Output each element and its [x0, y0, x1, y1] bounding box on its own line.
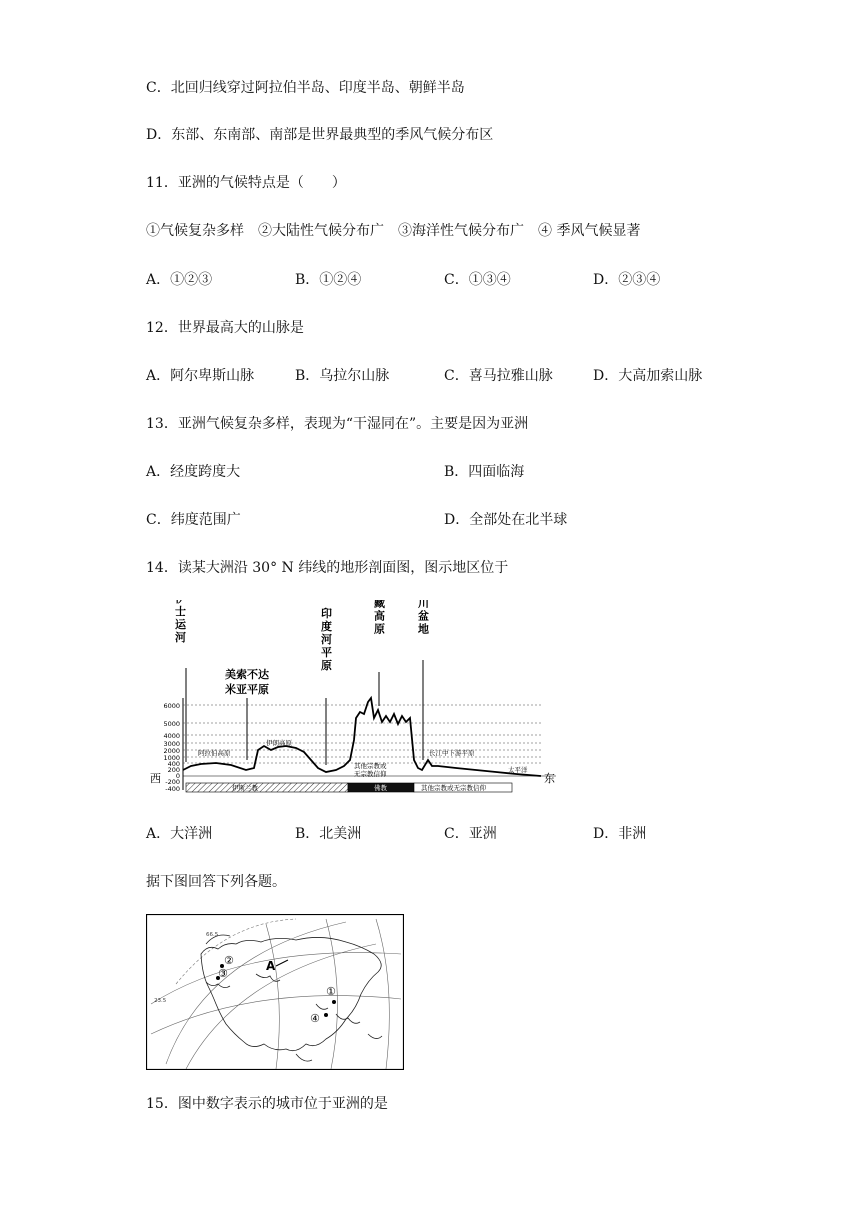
asia-map-svg: [146, 914, 404, 1070]
map-frame: [147, 915, 404, 1070]
q12-option-a: A．阿尔卑斯山脉: [146, 368, 255, 384]
religion-islam-label: 伊斯兰教: [232, 784, 258, 792]
tick-minus200: -200: [165, 778, 180, 786]
label-arab-plateau: 阿拉伯高原: [198, 749, 231, 757]
q10-option-d: D．东部、东南部、南部是世界最典型的季风气候分布区: [146, 127, 494, 143]
label-sichuan: 四川盆地: [416, 600, 430, 636]
label-east: 东: [544, 772, 555, 785]
label-iran-plateau: 伊朗高原: [266, 739, 292, 747]
q14-option-d: D．非洲: [593, 826, 647, 842]
q12-option-d: D．大高加索山脉: [593, 368, 703, 384]
q13-option-a: A．经度跨度大: [146, 464, 241, 480]
city-marker-3: ③: [218, 967, 228, 980]
q15-stem: 15．图中数字表示的城市位于亚洲的是: [146, 1096, 388, 1112]
q11-option-b: B．①②④: [295, 272, 362, 288]
q11-option-c: C．①③④: [444, 272, 511, 288]
religion-other-label: 其他宗教或无宗教信仰: [421, 784, 486, 792]
label-pacific: 太平洋: [508, 766, 528, 774]
city-dot-4: [324, 1013, 328, 1017]
asia-map-figure: [146, 914, 404, 1070]
label-mesopotamia-2: 米亚平原: [225, 683, 269, 696]
tick-0: 0: [175, 772, 180, 780]
tick-3000: 3000: [163, 740, 180, 748]
q11-option-a: A．①②③: [146, 272, 213, 288]
lat-label-arctic: 66.5: [206, 932, 219, 938]
lat-label-tropic: 23.5: [154, 998, 167, 1004]
label-no-religion: 无宗教信仰: [354, 770, 387, 778]
tick-6000: 6000: [163, 702, 180, 710]
tick-5000: 5000: [163, 720, 180, 728]
q12-option-b: B．乌拉尔山脉: [295, 368, 390, 384]
q12-stem: 12．世界最高大的山脉是: [146, 320, 304, 336]
label-qingzang: 青藏高原: [372, 600, 386, 636]
label-west: 西: [150, 772, 161, 785]
q15-intro: 据下图回答下列各题。: [146, 874, 286, 890]
q12-option-c: C．喜马拉雅山脉: [444, 368, 553, 384]
tick-minus400: -400: [165, 785, 180, 793]
q13-option-b: B．四面临海: [444, 464, 525, 480]
q14-option-a: A．大洋洲: [146, 826, 213, 842]
city-marker-4: ④: [310, 1012, 320, 1025]
religion-bar-islam: [186, 783, 348, 792]
q13-stem: 13．亚洲气候复杂多样，表现为“干湿同在”。主要是因为亚洲: [146, 416, 529, 432]
label-indus: 印度河平原: [319, 607, 333, 673]
tick-2000: 2000: [163, 747, 180, 755]
label-suez: 苏伊士运河: [173, 600, 187, 645]
tick-4000: 4000: [163, 732, 180, 740]
q11-items: ①气候复杂多样 ②大陆性气候分布广 ③海洋性气候分布广 ④ 季风气候显著: [146, 223, 641, 239]
label-mesopotamia-1: 美索不达: [225, 668, 269, 681]
terrain-profile-figure: [146, 600, 566, 800]
label-other-religion: 其他宗教或: [354, 762, 387, 770]
map-region-a: A: [266, 959, 276, 973]
q14-stem: 14．读某大洲沿 30° N 纬线的地形剖面图，图示地区位于: [146, 560, 509, 576]
q13-option-c: C．纬度范围广: [146, 512, 241, 528]
city-marker-2: ②: [224, 954, 234, 967]
q11-stem: 11．亚洲的气候特点是（ ）: [146, 175, 346, 191]
q14-option-c: C．亚洲: [444, 826, 497, 842]
label-changjiang: 长江中下游平原: [429, 749, 475, 757]
q10-option-c: C．北回归线穿过阿拉伯半岛、印度半岛、朝鲜半岛: [146, 80, 465, 96]
q14-option-b: B．北美洲: [295, 826, 362, 842]
q11-option-d: D．②③④: [593, 272, 661, 288]
city-marker-1: ①: [326, 985, 336, 998]
religion-buddhism-label: 佛教: [374, 784, 387, 792]
city-dot-1: [332, 1000, 336, 1004]
terrain-profile-svg: [146, 600, 566, 800]
tick-200: 200: [167, 766, 180, 774]
tick-400: 400: [167, 760, 180, 768]
tick-1000: 1000: [163, 754, 180, 762]
q13-option-d: D．全部处在北半球: [444, 512, 568, 528]
